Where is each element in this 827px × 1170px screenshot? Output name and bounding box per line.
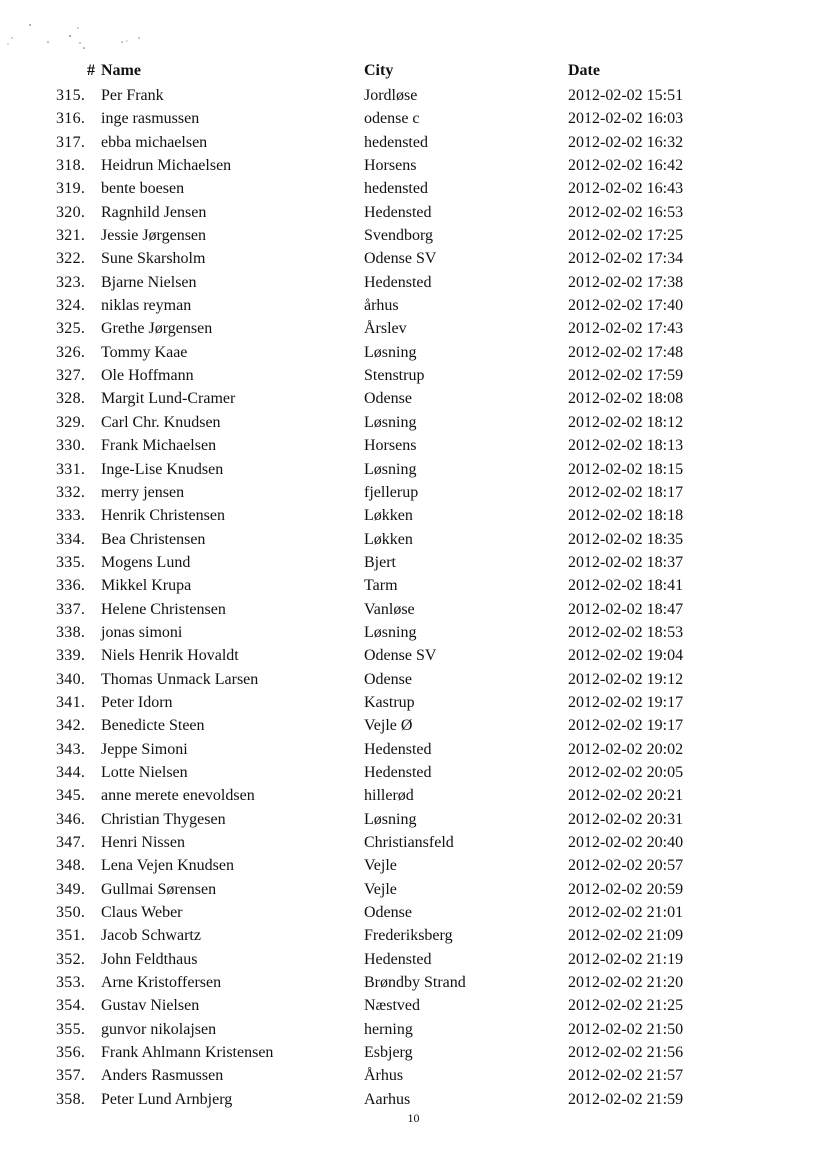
- row-date: 2012-02-02 21:09: [568, 927, 684, 945]
- row-city: Løsning: [364, 460, 417, 478]
- row-name: inge rasmussen: [101, 110, 200, 128]
- row-date: 2012-02-02 17:34: [568, 250, 684, 268]
- row-number: 334.: [56, 530, 86, 548]
- row-date: 2012-02-02 19:04: [568, 647, 684, 665]
- table-row: [0, 387, 827, 410]
- header-date: Date: [568, 62, 600, 79]
- row-name: Frank Ahlmann Kristensen: [101, 1044, 274, 1062]
- row-date: 2012-02-02 18:47: [568, 600, 684, 618]
- row-date: 2012-02-02 21:20: [568, 974, 684, 992]
- row-name: Niels Henrik Hovaldt: [101, 647, 239, 665]
- table-row: [0, 831, 827, 854]
- row-date: 2012-02-02 18:41: [568, 577, 684, 595]
- row-city: Løkken: [364, 507, 413, 525]
- row-city: Vejle: [364, 857, 397, 875]
- row-date: 2012-02-02 20:21: [568, 787, 684, 805]
- row-number: 317.: [56, 133, 86, 151]
- table-row: [0, 808, 827, 831]
- row-name: Peter Idorn: [101, 693, 173, 711]
- row-city: Odense SV: [364, 647, 437, 665]
- row-city: Christiansfeld: [364, 834, 454, 851]
- row-city: Odense SV: [364, 250, 437, 268]
- table-row: [0, 294, 827, 317]
- row-name: Jeppe Simoni: [101, 740, 188, 758]
- table-header: [0, 58, 827, 84]
- row-number: 347.: [56, 834, 86, 851]
- row-city: herning: [364, 1020, 413, 1038]
- row-name: Henri Nissen: [101, 834, 185, 851]
- row-number: 339.: [56, 647, 86, 665]
- row-date: 2012-02-02 19:17: [568, 717, 684, 735]
- row-name: Gustav Nielsen: [101, 997, 200, 1015]
- row-name: Carl Chr. Knudsen: [101, 413, 221, 431]
- table-row: [0, 434, 827, 457]
- table-row: [0, 598, 827, 621]
- row-number: 320.: [56, 203, 86, 221]
- row-city: Vanløse: [364, 600, 415, 618]
- row-city: Esbjerg: [364, 1044, 413, 1062]
- row-date: 2012-02-02 20:40: [568, 834, 684, 851]
- row-city: Vejle Ø: [364, 717, 413, 735]
- row-city: Frederiksberg: [364, 927, 453, 945]
- row-name: Heidrun Michaelsen: [101, 157, 232, 175]
- row-city: hedensted: [364, 180, 428, 198]
- table-row: [0, 574, 827, 597]
- table-row: [0, 131, 827, 154]
- row-number: 357.: [56, 1067, 86, 1085]
- row-date: 2012-02-02 19:17: [568, 693, 684, 711]
- entry-list: [0, 58, 827, 1111]
- row-number: 316.: [56, 110, 86, 128]
- table-row: [0, 528, 827, 551]
- table-row: [0, 84, 827, 107]
- row-date: 2012-02-02 16:32: [568, 133, 684, 151]
- row-city: fjellerup: [364, 483, 419, 501]
- row-city: Næstved: [364, 997, 420, 1015]
- row-name: Frank Michaelsen: [101, 437, 217, 455]
- row-city: Hedensted: [364, 273, 432, 291]
- row-number: 350.: [56, 904, 86, 922]
- row-date: 2012-02-02 20:31: [568, 810, 684, 828]
- row-city: århus: [364, 297, 399, 315]
- row-name: Margit Lund-Cramer: [101, 390, 236, 408]
- table-row: [0, 971, 827, 994]
- row-name: bente boesen: [101, 180, 185, 198]
- row-city: Hedensted: [364, 203, 432, 221]
- row-date: 2012-02-02 21:50: [568, 1020, 684, 1038]
- row-name: jonas simoni: [101, 623, 183, 641]
- row-name: Benedicte Steen: [101, 717, 205, 735]
- row-name: Jessie Jørgensen: [101, 227, 207, 245]
- row-city: Horsens: [364, 157, 417, 175]
- table-row: [0, 504, 827, 527]
- row-city: Odense: [364, 390, 412, 408]
- row-number: 338.: [56, 623, 86, 641]
- table-row: [0, 481, 827, 504]
- row-number: 351.: [56, 927, 86, 945]
- table-row: [0, 924, 827, 947]
- row-date: 2012-02-02 18:17: [568, 483, 684, 501]
- row-number: 355.: [56, 1020, 86, 1038]
- row-date: 2012-02-02 20:02: [568, 740, 684, 758]
- table-row: [0, 714, 827, 737]
- table-row: [0, 364, 827, 387]
- row-city: Løsning: [364, 810, 417, 828]
- row-name: Grethe Jørgensen: [101, 320, 213, 338]
- row-date: 2012-02-02 18:35: [568, 530, 684, 548]
- row-name: Helene Christensen: [101, 600, 226, 618]
- table-row: [0, 1088, 827, 1111]
- row-name: Christian Thygesen: [101, 810, 226, 828]
- row-number: 319.: [56, 180, 86, 198]
- table-row: [0, 784, 827, 807]
- row-city: hillerød: [364, 787, 414, 805]
- row-date: 2012-02-02 17:48: [568, 343, 684, 361]
- row-date: 2012-02-02 16:42: [568, 157, 684, 175]
- table-row: [0, 458, 827, 481]
- row-name: Ragnhild Jensen: [101, 203, 207, 221]
- page-number: 10: [407, 1111, 420, 1125]
- row-date: 2012-02-02 20:57: [568, 857, 684, 875]
- row-city: Odense: [364, 670, 412, 688]
- row-number: 337.: [56, 600, 86, 618]
- row-number: 329.: [56, 413, 86, 431]
- row-date: 2012-02-02 17:59: [568, 367, 684, 385]
- row-date: 2012-02-02 20:05: [568, 763, 684, 781]
- row-city: Svendborg: [364, 227, 434, 245]
- row-date: 2012-02-02 21:01: [568, 904, 684, 922]
- table-row: [0, 201, 827, 224]
- row-name: John Feldthaus: [101, 950, 198, 968]
- row-number: 352.: [56, 950, 86, 968]
- row-name: Mikkel Krupa: [101, 577, 192, 595]
- row-number: 327.: [56, 367, 86, 385]
- row-city: Jordløse: [364, 87, 418, 104]
- row-date: 2012-02-02 17:40: [568, 297, 684, 315]
- table-row: [0, 271, 827, 294]
- row-name: Anders Rasmussen: [101, 1067, 224, 1085]
- row-name: Inge-Lise Knudsen: [101, 460, 224, 478]
- row-number: 336.: [56, 577, 86, 595]
- row-city: Odense: [364, 904, 412, 922]
- table-row: [0, 761, 827, 784]
- row-number: 353.: [56, 974, 86, 992]
- row-number: 331.: [56, 460, 86, 478]
- row-number: 322.: [56, 250, 86, 268]
- table-body: [0, 84, 827, 1111]
- row-name: anne merete enevoldsen: [101, 787, 255, 805]
- table-row: [0, 551, 827, 574]
- table-row: [0, 107, 827, 130]
- table-row: [0, 621, 827, 644]
- row-date: 2012-02-02 15:51: [568, 87, 684, 104]
- row-number: 335.: [56, 553, 86, 571]
- row-name: niklas reyman: [101, 297, 192, 315]
- row-number: 344.: [56, 763, 86, 781]
- row-number: 332.: [56, 483, 86, 501]
- header-name: Name: [101, 62, 141, 79]
- row-number: 341.: [56, 693, 86, 711]
- row-number: 358.: [56, 1090, 86, 1108]
- row-number: 348.: [56, 857, 86, 875]
- table-row: [0, 1041, 827, 1064]
- row-city: Bjert: [364, 553, 396, 571]
- row-name: Tommy Kaae: [101, 343, 188, 361]
- table-row: [0, 948, 827, 971]
- row-date: 2012-02-02 20:59: [568, 880, 684, 898]
- row-city: Vejle: [364, 880, 397, 898]
- row-number: 328.: [56, 390, 86, 408]
- row-date: 2012-02-02 21:59: [568, 1090, 684, 1108]
- row-date: 2012-02-02 17:38: [568, 273, 684, 291]
- row-name: Lotte Nielsen: [101, 763, 188, 781]
- row-number: 330.: [56, 437, 86, 455]
- row-name: Gullmai Sørensen: [101, 880, 217, 898]
- row-date: 2012-02-02 21:56: [568, 1044, 684, 1062]
- row-date: 2012-02-02 16:53: [568, 203, 684, 221]
- row-city: Årslev: [364, 320, 407, 338]
- row-name: Lena Vejen Knudsen: [101, 857, 234, 875]
- row-date: 2012-02-02 21:19: [568, 950, 684, 968]
- row-number: 356.: [56, 1044, 86, 1062]
- table-row: [0, 1064, 827, 1087]
- row-name: merry jensen: [101, 483, 185, 501]
- row-name: Peter Lund Arnbjerg: [101, 1090, 233, 1108]
- row-date: 2012-02-02 21:25: [568, 997, 684, 1015]
- row-number: 345.: [56, 787, 86, 805]
- row-city: Løsning: [364, 413, 417, 431]
- scan-specks: [0, 0, 160, 60]
- table-row: [0, 901, 827, 924]
- row-number: 326.: [56, 343, 86, 361]
- row-number: 315.: [56, 87, 86, 104]
- table-row: [0, 247, 827, 270]
- table-row: [0, 668, 827, 691]
- table-row: [0, 738, 827, 761]
- row-city: Tarm: [364, 577, 398, 595]
- row-number: 349.: [56, 880, 86, 898]
- table-row: [0, 644, 827, 667]
- row-city: Stenstrup: [364, 367, 425, 385]
- row-name: Mogens Lund: [101, 553, 191, 571]
- row-date: 2012-02-02 16:43: [568, 180, 684, 198]
- row-city: Hedensted: [364, 950, 432, 968]
- row-date: 2012-02-02 18:37: [568, 553, 684, 571]
- row-date: 2012-02-02 18:53: [568, 623, 684, 641]
- header-city: City: [364, 62, 394, 79]
- row-date: 2012-02-02 16:03: [568, 110, 684, 128]
- row-name: Arne Kristoffersen: [101, 974, 222, 992]
- row-number: 333.: [56, 507, 86, 525]
- row-name: ebba michaelsen: [101, 133, 208, 151]
- row-number: 354.: [56, 997, 86, 1015]
- row-name: Per Frank: [101, 87, 164, 104]
- row-city: Hedensted: [364, 763, 432, 781]
- row-date: 2012-02-02 17:25: [568, 227, 684, 245]
- row-name: Bjarne Nielsen: [101, 273, 197, 291]
- row-date: 2012-02-02 18:12: [568, 413, 684, 431]
- table-row: [0, 1018, 827, 1041]
- row-city: Kastrup: [364, 693, 415, 711]
- row-number: 324.: [56, 297, 86, 315]
- row-city: Aarhus: [364, 1090, 411, 1108]
- table-row: [0, 878, 827, 901]
- row-date: 2012-02-02 21:57: [568, 1067, 684, 1085]
- table-row: [0, 154, 827, 177]
- row-date: 2012-02-02 18:18: [568, 507, 684, 525]
- row-city: Brøndby Strand: [364, 974, 466, 992]
- row-city: Løsning: [364, 623, 417, 641]
- row-name: Ole Hoffmann: [101, 367, 194, 385]
- row-name: Bea Christensen: [101, 530, 206, 548]
- table-row: [0, 854, 827, 877]
- row-number: 318.: [56, 157, 86, 175]
- table-row: [0, 994, 827, 1017]
- row-city: Århus: [364, 1067, 404, 1085]
- row-date: 2012-02-02 17:43: [568, 320, 684, 338]
- table-row: [0, 691, 827, 714]
- row-date: 2012-02-02 18:08: [568, 390, 684, 408]
- row-number: 325.: [56, 320, 86, 338]
- row-date: 2012-02-02 18:13: [568, 437, 684, 455]
- row-city: Løsning: [364, 343, 417, 361]
- row-name: Claus Weber: [101, 904, 183, 922]
- row-number: 343.: [56, 740, 86, 758]
- table-row: [0, 317, 827, 340]
- row-number: 342.: [56, 717, 86, 735]
- row-name: Henrik Christensen: [101, 507, 225, 525]
- row-city: Hedensted: [364, 740, 432, 758]
- row-city: Horsens: [364, 437, 417, 455]
- row-name: gunvor nikolajsen: [101, 1020, 217, 1038]
- row-name: Jacob Schwartz: [101, 927, 201, 945]
- row-city: odense c: [364, 110, 420, 128]
- row-date: 2012-02-02 18:15: [568, 460, 684, 478]
- row-name: Sune Skarsholm: [101, 250, 206, 268]
- row-number: 340.: [56, 670, 86, 688]
- header-number: #: [87, 62, 95, 79]
- row-date: 2012-02-02 19:12: [568, 670, 684, 688]
- row-city: hedensted: [364, 133, 428, 151]
- row-number: 321.: [56, 227, 86, 245]
- table-row: [0, 341, 827, 364]
- row-name: Thomas Unmack Larsen: [101, 670, 259, 688]
- table-row: [0, 177, 827, 200]
- row-city: Løkken: [364, 530, 413, 548]
- row-number: 346.: [56, 810, 86, 828]
- table-row: [0, 224, 827, 247]
- table-row: [0, 411, 827, 434]
- row-number: 323.: [56, 273, 86, 291]
